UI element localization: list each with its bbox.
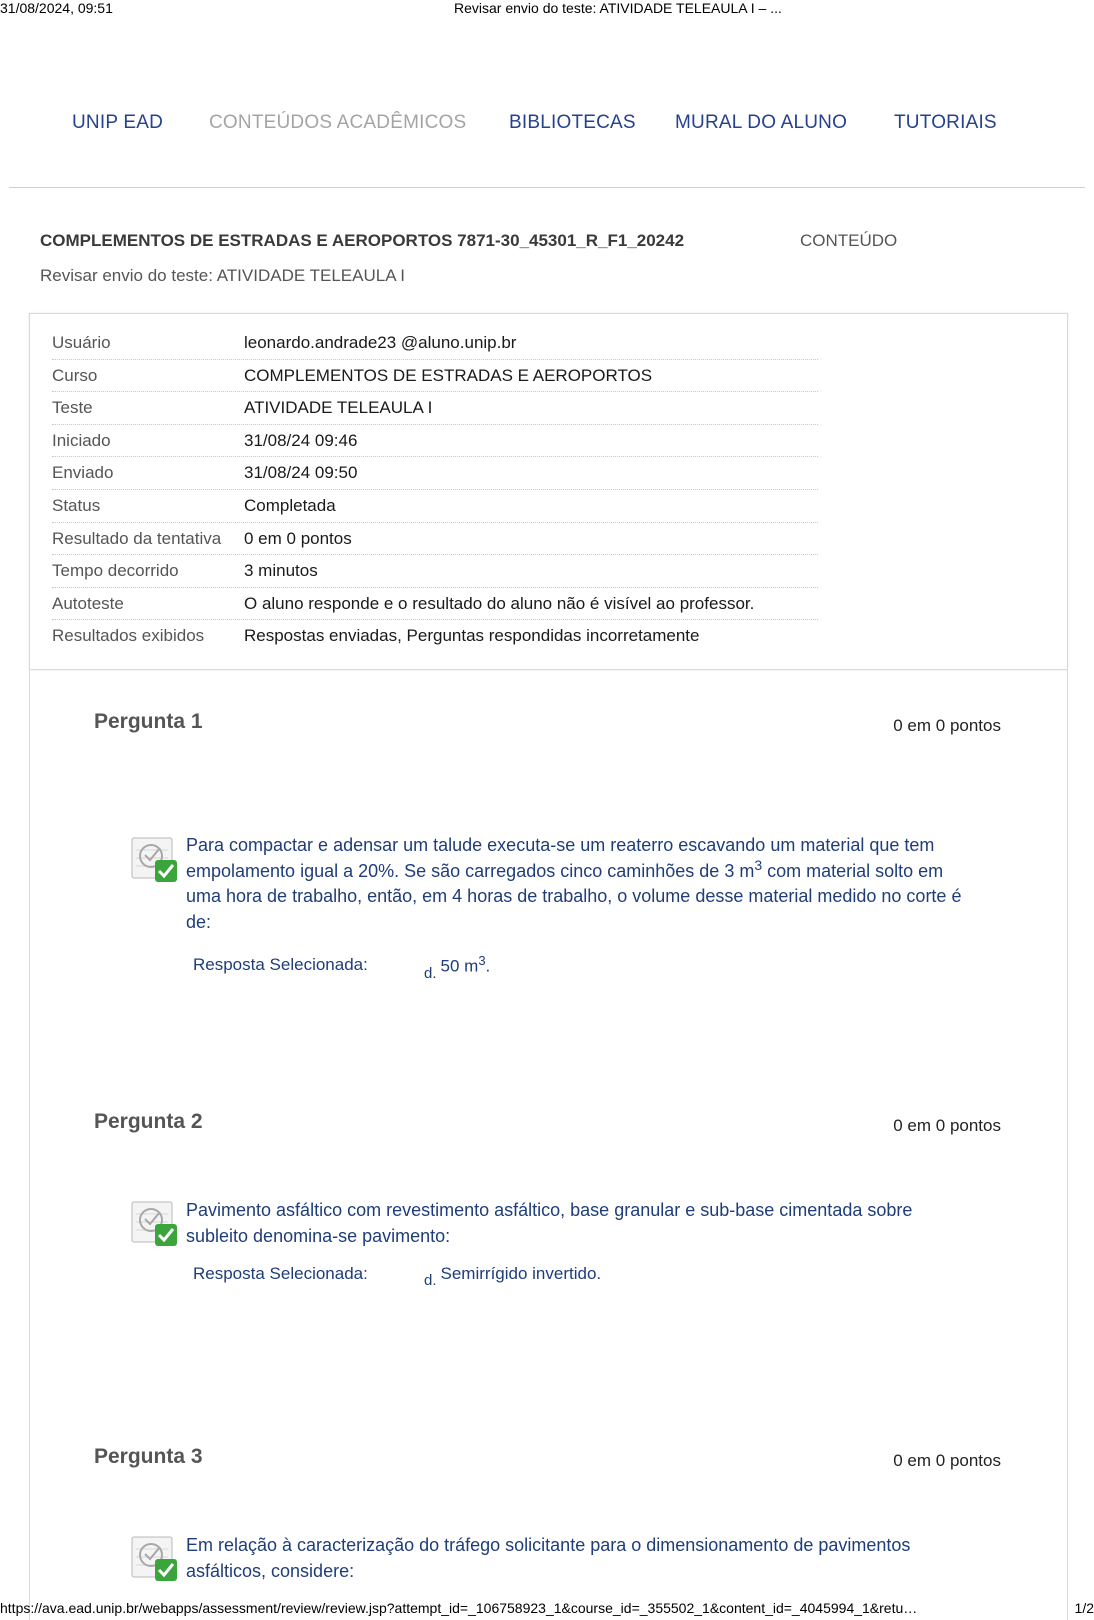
- question-title: Pergunta 3: [94, 1445, 203, 1468]
- info-value: leonardo.andrade23 @aluno.unip.br: [244, 333, 517, 352]
- info-row-curso: [52, 360, 818, 393]
- info-value: Respostas enviadas, Perguntas respondidas incorretamente: [244, 626, 700, 646]
- info-value: 3 minutos: [244, 561, 318, 581]
- nav-bibliotecas[interactable]: BIBLIOTECAS: [509, 112, 636, 133]
- info-row-enviado: [52, 457, 818, 490]
- nav-divider: [9, 187, 1085, 188]
- info-label: Resultado da tentativa: [52, 528, 222, 548]
- info-label: Status: [52, 495, 101, 515]
- breadcrumb: Revisar envio do teste: ATIVIDADE TELEAULA I: [40, 266, 406, 285]
- question-title: Pergunta 1: [94, 710, 203, 733]
- nav-unip-ead[interactable]: UNIP EAD: [72, 112, 163, 133]
- correct-check-icon: [131, 1535, 179, 1583]
- correct-check-icon: [131, 836, 179, 884]
- attempt-info-table: [52, 327, 818, 653]
- info-row-teste: [52, 392, 818, 425]
- correct-check-icon: [131, 1200, 179, 1248]
- info-label: Autoteste: [52, 593, 124, 613]
- info-label: Curso: [52, 365, 98, 385]
- selected-answer-value: d. Semirrígido invertido.: [424, 1264, 602, 1289]
- question-points: 0 em 0 pontos: [893, 716, 1001, 735]
- print-footer: [0, 1600, 1094, 1620]
- print-url: https://ava.ead.unip.br/webapps/assessment/review/review.jsp?attempt_id=_106758923_1&course_id=_355502_1&content_id=_4045994_1&retu…: [0, 1600, 918, 1616]
- info-row-resultado: [52, 523, 818, 556]
- info-value: 0 em 0 pontos: [244, 528, 352, 548]
- content-link[interactable]: CONTEÚDO: [800, 231, 898, 250]
- selected-answer-label: Resposta Selecionada:: [193, 1264, 368, 1283]
- attempt-info-panel: [29, 313, 1068, 670]
- info-row-autoteste: [52, 588, 818, 621]
- info-value: O aluno responde e o resultado do aluno não é visível ao professor.: [244, 593, 755, 613]
- info-value: 31/08/24 09:46: [244, 430, 358, 450]
- nav-conteudos-academicos[interactable]: CONTEÚDOS ACADÊMICOS: [209, 112, 467, 133]
- selected-answer-label: Resposta Selecionada:: [193, 955, 368, 974]
- question-text: Para compactar e adensar um talude executa-se um reaterro escavando um material que tem empolamento igual a 20%. Se são carregados cinco caminhões de 3 $m^3$ com material solto em uma hora de trabalho, então, em 4 horas de trabalho, o volume desse material medido no corte é de:: [186, 835, 962, 932]
- info-row-tempo: [52, 555, 818, 588]
- info-row-usuario: [52, 327, 818, 360]
- info-label: Enviado: [52, 463, 114, 483]
- print-header: [0, 0, 1094, 18]
- selected-answer-value: d. 50 $m^3$.: [424, 953, 491, 982]
- question-points: 0 em 0 pontos: [893, 1116, 1001, 1135]
- info-row-status: [52, 490, 818, 523]
- info-value: ATIVIDADE TELEAULA I: [244, 398, 433, 418]
- print-page-number: 1/2: [1074, 1600, 1094, 1616]
- info-label: Usuário: [52, 333, 111, 352]
- questions-area: [29, 670, 1068, 1620]
- info-label: Tempo decorrido: [52, 561, 179, 581]
- info-row-iniciado: [52, 425, 818, 458]
- question-text: Pavimento asfáltico com revestimento asfáltico, base granular e sub-base cimentada sobre subleito denomina-se pavimento:: [186, 1200, 913, 1246]
- question-points: 0 em 0 pontos: [893, 1451, 1001, 1470]
- top-navigation: [0, 112, 1094, 146]
- info-row-resultados-exibidos: [52, 620, 818, 653]
- question-text: Em relação à caracterização do tráfego solicitante para o dimensionamento de pavimentos asfálticos, considere:: [186, 1535, 911, 1581]
- nav-tutoriais[interactable]: TUTORIAIS: [894, 112, 997, 133]
- info-label: Resultados exibidos: [52, 626, 205, 646]
- nav-mural-do-aluno[interactable]: MURAL DO ALUNO: [675, 112, 848, 133]
- info-label: Iniciado: [52, 430, 111, 450]
- course-title-link[interactable]: COMPLEMENTOS DE ESTRADAS E AEROPORTOS 7871-30_45301_R_F1_20242: [40, 231, 685, 250]
- info-value: Completada: [244, 495, 336, 515]
- print-datetime: 31/08/2024, 09:51: [0, 0, 113, 16]
- question-title: Pergunta 2: [94, 1110, 203, 1133]
- info-label: Teste: [52, 398, 93, 418]
- info-value: COMPLEMENTOS DE ESTRADAS E AEROPORTOS: [244, 365, 653, 385]
- info-value: 31/08/24 09:50: [244, 463, 358, 483]
- print-page-title: Revisar envio do teste: ATIVIDADE TELEAULA I – ...: [454, 0, 782, 16]
